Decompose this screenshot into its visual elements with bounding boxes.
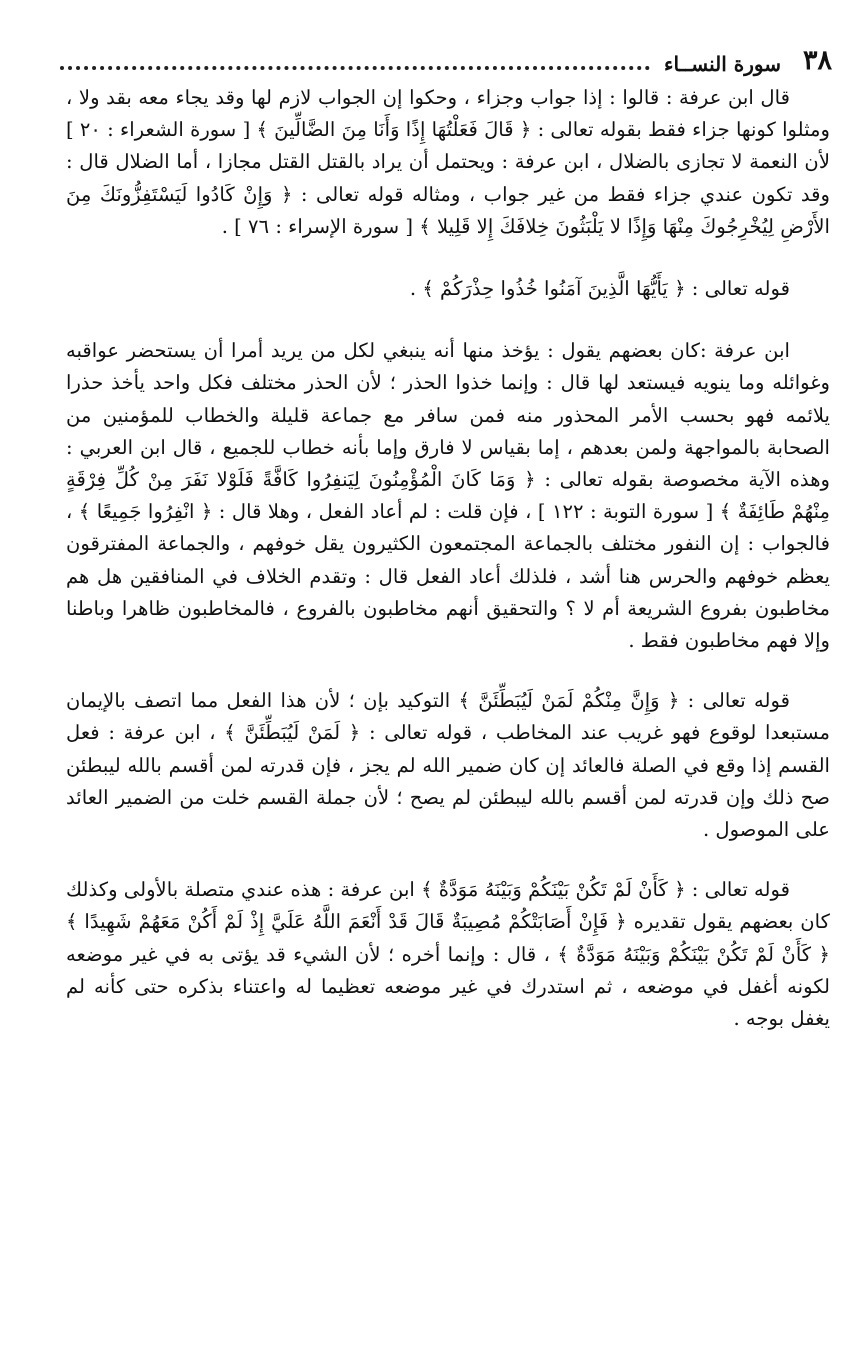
paragraph-spacer [66, 657, 830, 685]
header-dotted-leader [60, 66, 650, 70]
paragraph-hidhr-commentary: ابن عرفة :كان بعضهم يقول : يؤخذ منها أنه ينبغي لكل من يريد أمرا أن يستحضر عواقبه وغوائله وما ينويه فيستعد لها قال : وإنما خذوا الحذر ؛ لأن الحذر مختلف فكل واحد يأخذ حذرا يلائمه فهو بحسب الأمر المحذور منه فمن سافر مع جماعة قليلة والخطاب للمؤمنين من الصحابة بالمواجهة ولمن بعدهم ، إما بقياس لا فارق وإما بأنه خطاب للجميع ، قال ابن العربي : وهذه الآية مخصوصة بقوله تعالى : ﴿ وَمَا كَانَ الْمُؤْمِنُونَ لِيَنفِرُوا كَافَّةً فَلَوْلا نَفَرَ مِنْ كُلِّ فِرْقَةٍ مِنْهُمْ طَائِفَةٌ ﴾ [ سورة التوبة : ١٢٢ ] ، فإن قلت : لم أعاد الفعل ، وهلا قال : ﴿ انْفِرُوا جَمِيعًا ﴾ ، فالجواب : إن النفور مختلف بالجماعة المجتمعون الكثيرون يقل خوفهم ، والجماعة المفترقون يعظم خوفهم والحرس هنا أشد ، فلذلك أعاد الفعل قال : وتقدم الخلاف في المنافقين هل هم مخاطبون بفروع الشريعة أم لا ؟ والتحقيق أنهم مخاطبون بالفروع ، فالمخاطبون ظاهرا وباطنا وإلا فهم مخاطبون فقط . [66, 339, 831, 653]
paragraph-spacer [66, 846, 830, 874]
paragraph-mawadda: قوله تعالى : ﴿ كَأَنْ لَمْ تَكُنْ بَيْنَكُمْ وَبَيْنَهُ مَوَدَّةٌ ﴾ ابن عرفة : هذه عندي متصلة بالأولى وكذلك كان بعضهم يقول تقديره ﴿ فَإِنْ أَصَابَتْكُمْ مُصِيبَةٌ قَالَ قَدْ أَنْعَمَ اللَّهُ عَلَيَّ إِذْ لَمْ أَكُنْ مَعَهُمْ شَهِيدًا ﴾ ﴿ كَأَنْ لَمْ تَكُنْ بَيْنَكُمْ وَبَيْنَهُ مَوَدَّةٌ ﴾ ، قال : وإنما أخره ؛ لأن الشيء قد يؤتى به في غير موضعه لكونه أغفل في موضعه ، ثم استدرك في غير موضعه تعظيما له واعتناء بذكره حتى كأنه لم يغفل بوجه . [66, 878, 830, 1031]
verse-heading-khudhu-hidhrakum: قوله تعالى : ﴿ يَأَيُّهَا الَّذِينَ آمَنُوا خُذُوا حِذْرَكُمْ ﴾ . [409, 277, 790, 301]
paragraph-spacer [66, 243, 830, 273]
paragraph-layubatti-anna: قوله تعالى : ﴿ وَإِنَّ مِنْكُمْ لَمَنْ لَيُبَطِّئَنَّ ﴾ التوكيد بإن ؛ لأن هذا الفعل مما اتصف بالإيمان مستبعدا لوقوع فهو غريب عند المخاطب ، قوله تعالى : ﴿ لَمَنْ لَيُبَطِّئَنَّ ﴾ ، ابن عرفة : فعل القسم إذا وقع في الصلة فالعائد إن كان ضمير الله لم يجز ، فإن قدرته لمن أقسم بالله ليبطئن صح ذلك وإن قدرته لمن أقسم بالله ليبطئن لم يصح ؛ لأن جملة القسم خلت من الضمير العائد على الموصول . [66, 689, 830, 842]
paragraph-ibn-arafa-idhan: قال ابن عرفة : قالوا : إذا جواب وجزاء ، وحكوا إن الجواب لازم لها وقد يجاء معه بقد ولا ، ومثلوا كونها جزاء فقط بقوله تعالى : ﴿ قَالَ فَعَلْتُهَا إِذًا وَأَنَا مِنَ الضَّالِّينَ ﴾ [ سورة الشعراء : ٢٠ ] لأن النعمة لا تجازى بالضلال ، ابن عرفة : ويحتمل أن يراد بالقتل القتل مجازا ، أما الضلال قال : وقد تكون عندي جزاء فقط من غير جواب ، ومثاله قوله تعالى : ﴿ وَإِنْ كَادُوا لَيَسْتَفِزُّونَكَ مِنَ الأَرْضِ لِيُخْرِجُوكَ مِنْهَا وَإِذًا لا يَلْبَثُونَ خِلافَكَ إِلا قَلِيلا ﴾ [ سورة الإسراء : ٧٦ ] . [66, 86, 831, 238]
page-number: ٣٨ [802, 45, 832, 76]
paragraph-spacer [66, 305, 830, 335]
page-body [66, 82, 830, 1035]
surah-title: سورة النســاء [664, 52, 781, 76]
page-header [60, 34, 832, 74]
